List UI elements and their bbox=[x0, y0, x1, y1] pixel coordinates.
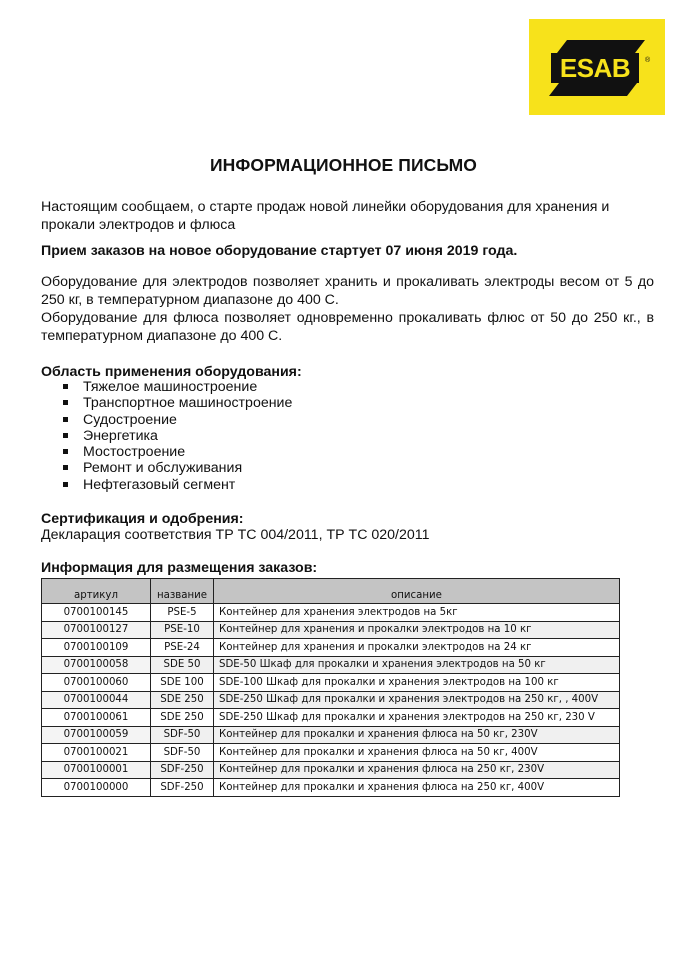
cell-description: Контейнер для прокалки и хранения флюса на 250 кг, 230V bbox=[214, 761, 620, 779]
esab-logo-icon bbox=[529, 19, 665, 115]
list-item: Судостроение bbox=[41, 412, 292, 428]
cell-article: 0700100109 bbox=[42, 639, 151, 657]
cell-description: Контейнер для прокалки и хранения флюса на 50 кг, 400V bbox=[214, 744, 620, 762]
cell-article: 0700100060 bbox=[42, 674, 151, 692]
column-header-name: название bbox=[151, 579, 214, 604]
cell-article: 0700100127 bbox=[42, 621, 151, 639]
cell-name: SDE 50 bbox=[151, 656, 214, 674]
table-row bbox=[42, 761, 620, 779]
cell-name: PSE-10 bbox=[151, 621, 214, 639]
list-item: Ремонт и обслуживания bbox=[41, 460, 292, 476]
table-row bbox=[42, 674, 620, 692]
cell-name: SDF-50 bbox=[151, 744, 214, 762]
equipment-description bbox=[41, 273, 654, 345]
start-notice: Прием заказов на новое оборудование стартует 07 июня 2019 года. bbox=[41, 243, 518, 259]
bullet-icon bbox=[63, 465, 68, 470]
cell-name: SDE 100 bbox=[151, 674, 214, 692]
table-header-row bbox=[42, 579, 620, 604]
bullet-icon bbox=[63, 400, 68, 405]
scope-list bbox=[41, 379, 292, 493]
logo-text: ESAB bbox=[559, 53, 631, 83]
table-row bbox=[42, 726, 620, 744]
table-row bbox=[42, 656, 620, 674]
cell-name: PSE-5 bbox=[151, 604, 214, 622]
cell-article: 0700100061 bbox=[42, 709, 151, 727]
cell-name: SDE 250 bbox=[151, 709, 214, 727]
bullet-icon bbox=[63, 433, 68, 438]
cell-article: 0700100058 bbox=[42, 656, 151, 674]
cell-description: Контейнер для прокалки и хранения флюса на 250 кг, 400V bbox=[214, 779, 620, 797]
table-row bbox=[42, 744, 620, 762]
table-row bbox=[42, 779, 620, 797]
list-item: Энергетика bbox=[41, 428, 292, 444]
certification-heading: Сертификация и одобрения: bbox=[41, 511, 244, 527]
certification-text: Декларация соответствия ТР ТС 004/2011, ТР ТС 020/2011 bbox=[41, 527, 430, 543]
cell-description: Контейнер для прокалки и хранения флюса на 50 кг, 230V bbox=[214, 726, 620, 744]
table-row bbox=[42, 604, 620, 622]
cell-article: 0700100000 bbox=[42, 779, 151, 797]
table-row bbox=[42, 639, 620, 657]
cell-article: 0700100044 bbox=[42, 691, 151, 709]
cell-article: 0700100145 bbox=[42, 604, 151, 622]
list-item: Транспортное машиностроение bbox=[41, 395, 292, 411]
bullet-icon bbox=[63, 417, 68, 422]
bullet-icon bbox=[63, 384, 68, 389]
column-header-description: описание bbox=[214, 579, 620, 604]
cell-name: SDE 250 bbox=[151, 691, 214, 709]
cell-description: Контейнер для хранения и прокалки электродов на 10 кг bbox=[214, 621, 620, 639]
cell-name: PSE-24 bbox=[151, 639, 214, 657]
equipment-electrodes-text: Оборудование для электродов позволяет хранить и прокаливать электроды весом от 5 до 250 кг, в температурном диапазоне до 400 С. bbox=[41, 274, 654, 308]
orders-heading: Информация для размещения заказов: bbox=[41, 560, 318, 576]
cell-description: SDE-50 Шкаф для прокалки и хранения электродов на 50 кг bbox=[214, 656, 620, 674]
list-item: Мостостроение bbox=[41, 444, 292, 460]
cell-name: SDF-50 bbox=[151, 726, 214, 744]
bullet-icon bbox=[63, 449, 68, 454]
cell-description: SDE-250 Шкаф для прокалки и хранения электродов на 250 кг, , 400V bbox=[214, 691, 620, 709]
list-item: Тяжелое машиностроение bbox=[41, 379, 292, 395]
cell-article: 0700100059 bbox=[42, 726, 151, 744]
bullet-icon bbox=[63, 482, 68, 487]
table-row bbox=[42, 691, 620, 709]
table-row bbox=[42, 621, 620, 639]
cell-description: Контейнер для хранения электродов на 5кг bbox=[214, 604, 620, 622]
cell-description: SDE-250 Шкаф для прокалки и хранения электродов на 250 кг, 230 V bbox=[214, 709, 620, 727]
scope-heading: Область применения оборудования: bbox=[41, 364, 302, 380]
registered-mark: ® bbox=[645, 57, 651, 64]
column-header-article: артикул bbox=[42, 579, 151, 604]
cell-article: 0700100021 bbox=[42, 744, 151, 762]
page-title: ИНФОРМАЦИОННОЕ ПИСЬМО bbox=[209, 155, 478, 175]
esab-logo bbox=[529, 19, 665, 115]
cell-name: SDF-250 bbox=[151, 779, 214, 797]
cell-article: 0700100001 bbox=[42, 761, 151, 779]
orders-table bbox=[41, 578, 620, 797]
cell-description: Контейнер для хранения и прокалки электродов на 24 кг bbox=[214, 639, 620, 657]
cell-description: SDE-100 Шкаф для прокалки и хранения электродов на 100 кг bbox=[214, 674, 620, 692]
cell-name: SDF-250 bbox=[151, 761, 214, 779]
intro-paragraph: Настоящим сообщаем, о старте продаж новой линейки оборудования для хранения и прокали электродов и флюса bbox=[41, 199, 610, 233]
table-row bbox=[42, 709, 620, 727]
list-item: Нефтегазовый сегмент bbox=[41, 477, 292, 493]
equipment-flux-text: Оборудование для флюса позволяет одновременно прокаливать флюс от 50 до 250 кг., в температурном диапазоне до 400 С. bbox=[41, 310, 654, 344]
